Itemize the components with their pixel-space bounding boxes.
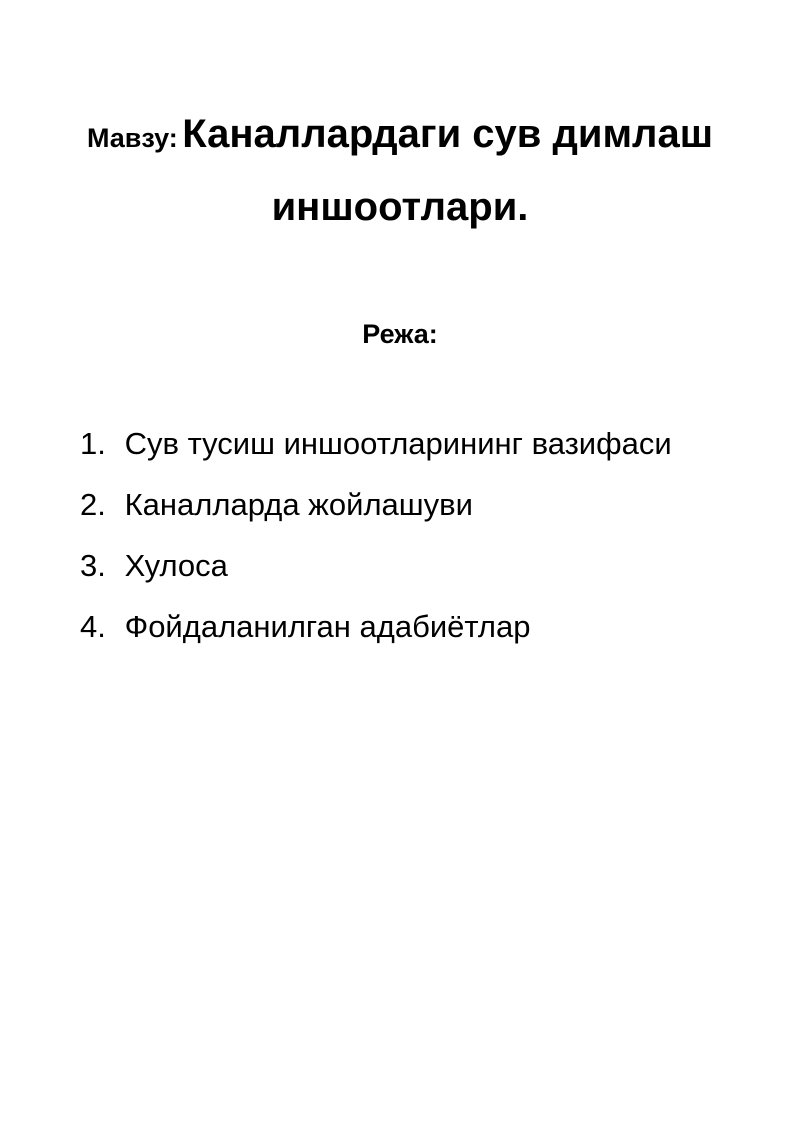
plan-item-text: Сув тусиш иншоотларининг вазифаси: [124, 426, 672, 461]
title-label: Мавзу:: [86, 123, 178, 153]
plan-item-text: Хулоса: [124, 548, 228, 583]
plan-item-text: Фойдаланилган адабиётлар: [124, 609, 531, 644]
plan-list: [80, 424, 672, 668]
plan-item-4: [80, 607, 672, 668]
title-text: Каналлардаги сув димлаш иншоотлари.: [182, 112, 714, 229]
plan-item-2: [80, 485, 672, 546]
plan-item-text: Каналларда жойлашуви: [124, 487, 473, 522]
plan-item-number: 4.: [80, 609, 106, 644]
document-title: [40, 102, 760, 248]
plan-item-1: [80, 424, 672, 485]
plan-item-number: 1.: [80, 426, 106, 461]
plan-item-number: 3.: [80, 548, 106, 583]
plan-heading: Режа:: [362, 319, 438, 349]
plan-item-3: [80, 546, 672, 607]
plan-item-number: 2.: [80, 487, 106, 522]
